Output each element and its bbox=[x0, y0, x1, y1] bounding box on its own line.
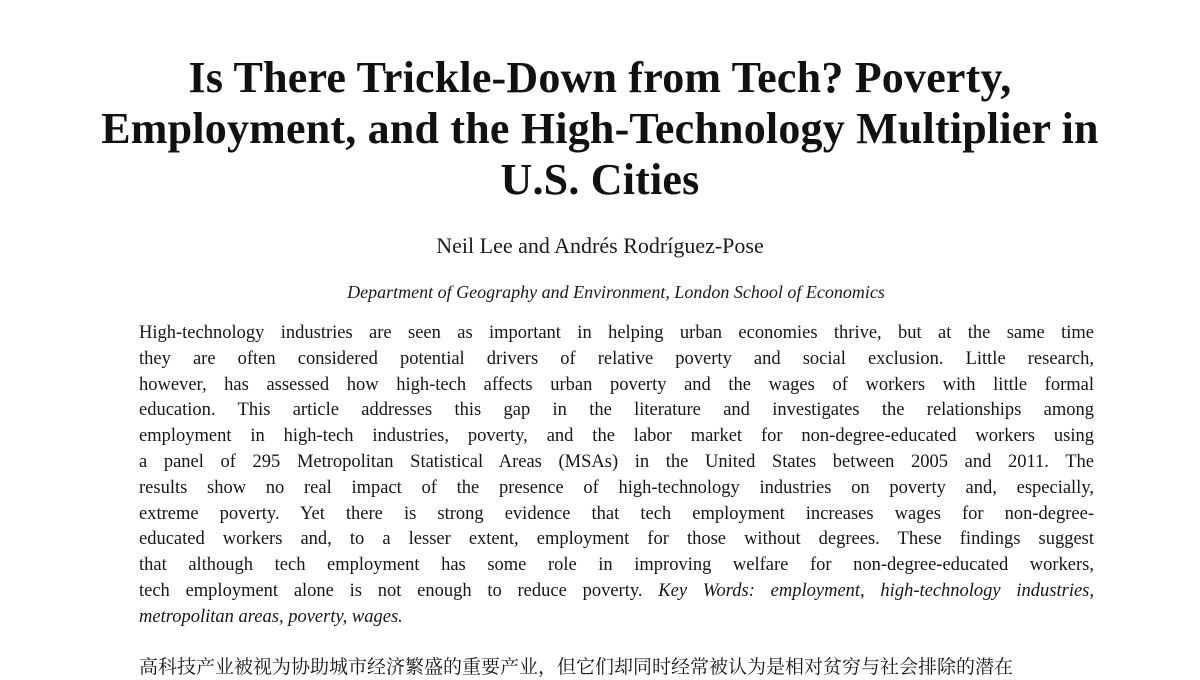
title-line: U.S. Cities bbox=[500, 155, 700, 204]
keywords-list: employment, high-technology industries, bbox=[770, 580, 1095, 601]
abstract-line: educated workers and, to a lesser extent, employment for those without degrees. These findings suggest bbox=[139, 529, 1094, 550]
chinese-abstract-line: 高科技产业被视为协助城市经济繁盛的重要产业，但它们却同时经常被认为是相对贫穷与社会排除的潜在 bbox=[139, 656, 1014, 678]
keywords-list-continued: metropolitan areas, poverty, wages. bbox=[139, 606, 403, 627]
abstract-line: a panel of 295 Metropolitan Statistical Areas (MSAs) in the United States between 2005 and 2011. The bbox=[139, 451, 1094, 472]
abstract-line: extreme poverty. Yet there is strong evidence that tech employment increases wages for non-degree- bbox=[139, 503, 1094, 524]
abstract-line: however, has assessed how high-tech affects urban poverty and the wages of workers with little formal bbox=[139, 374, 1094, 395]
author-names: Neil Lee and Andrés Rodríguez-Pose bbox=[436, 233, 764, 258]
abstract-line: results show no real impact of the presence of high-technology industries on poverty and, especially, bbox=[139, 477, 1094, 498]
keywords-label: Key Words: bbox=[658, 580, 755, 601]
author-affiliation: Department of Geography and Environment, London School of Economics bbox=[347, 282, 885, 302]
paper-title bbox=[40, 52, 1160, 205]
abstract-line: High-technology industries are seen as important in helping urban economies thrive, but at the same time bbox=[139, 323, 1094, 343]
english-abstract bbox=[139, 321, 1094, 631]
abstract-line: education. This article addresses this gap in the literature and investigates the relationships among bbox=[139, 400, 1094, 421]
title-line: Employment, and the High-Technology Multiplier in bbox=[101, 104, 1099, 153]
abstract-line: they are often considered potential drivers of relative poverty and social exclusion. Little research, bbox=[139, 348, 1094, 369]
abstract-line: employment in high-tech industries, poverty, and the labor market for non-degree-educated workers using bbox=[139, 426, 1094, 447]
title-line: Is There Trickle-Down from Tech? Poverty, bbox=[188, 53, 1012, 102]
abstract-line-with-keywords bbox=[139, 579, 1094, 605]
abstract-line: that although tech employment has some role in improving welfare for non-degree-educated workers, bbox=[139, 555, 1094, 576]
abstract-line-end: tech employment alone is not enough to reduce poverty. bbox=[139, 580, 643, 601]
